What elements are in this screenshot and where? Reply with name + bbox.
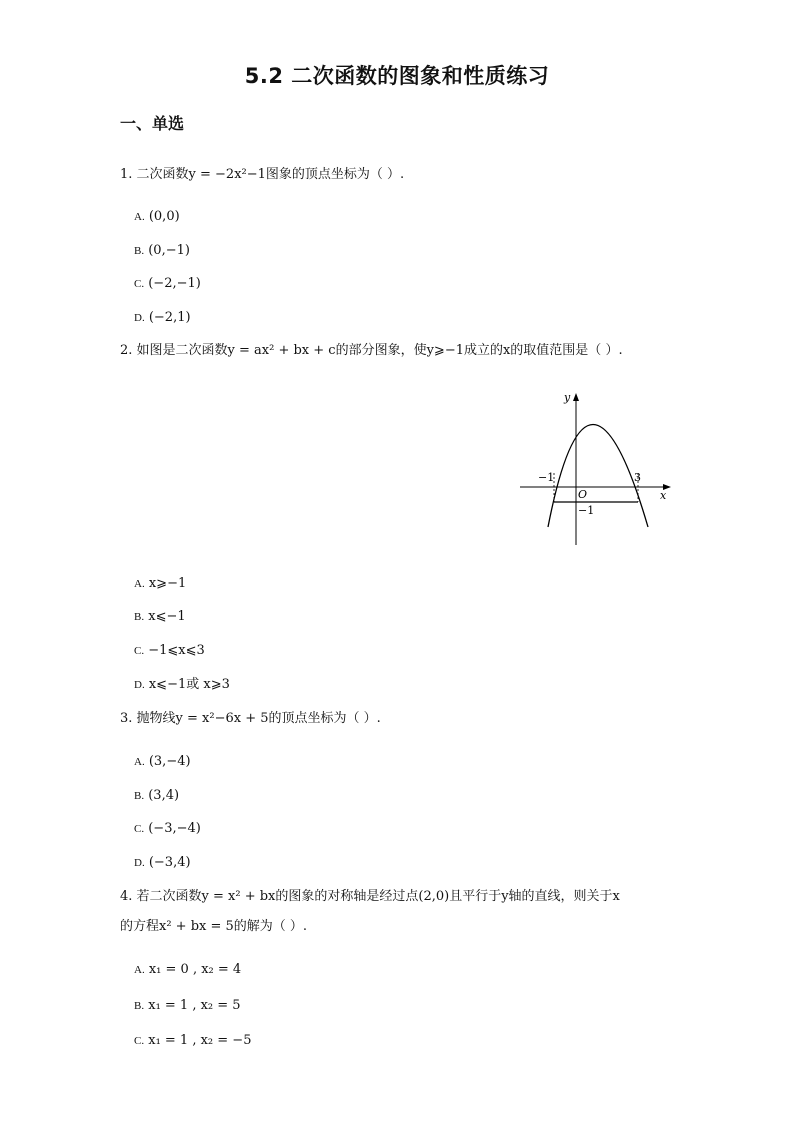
option-text: (−2,−1) (148, 276, 201, 291)
y-axis-arrow (573, 393, 579, 401)
option-letter: B. (134, 611, 145, 623)
option-letter: D. (134, 312, 145, 324)
q1-option-d (134, 308, 191, 328)
question-3-stem: 3. 抛物线y = x²−6x + 5的顶点坐标为（ ）. (120, 711, 381, 726)
option-letter: B. (134, 245, 145, 257)
option-letter: A. (134, 756, 145, 768)
q3-option-b (134, 786, 179, 806)
option-text: x⩾−1 (148, 576, 187, 591)
option-text: (−2,1) (148, 310, 191, 325)
option-text: (0,0) (148, 209, 180, 224)
q2-option-a (134, 574, 186, 594)
option-letter: A. (134, 578, 145, 590)
option-text: (−3,4) (148, 855, 191, 870)
option-text: (3,4) (148, 788, 180, 803)
option-text: x⩽−1或 x⩾3 (148, 677, 230, 692)
option-text: x₁ = 1 , x₂ = −5 (148, 1033, 252, 1048)
option-text: x⩽−1 (148, 609, 186, 624)
q1-option-b (134, 241, 190, 261)
option-letter: D. (134, 857, 145, 869)
option-letter: C. (134, 278, 145, 290)
q4-option-b (134, 996, 241, 1016)
option-text: x₁ = 0 , x₂ = 4 (148, 962, 242, 977)
question-1-stem: 1. 二次函数y = −2x²−1图象的顶点坐标为（ ）. (120, 167, 405, 182)
right-root-label: 3 (634, 471, 641, 484)
left-root-label: −1 (538, 471, 555, 484)
y-axis-label: y (564, 391, 571, 404)
option-letter: D. (134, 679, 145, 691)
section-heading: 一、单选 (120, 114, 185, 133)
parabola-figure (512, 385, 676, 550)
parabola-curve (548, 425, 648, 528)
option-text: (3,−4) (148, 754, 191, 769)
question-4-stem-line-1: 4. 若二次函数y = x² + bx的图象的对称轴是经过点(2,0)且平行于y轴的直线，则关于x (120, 889, 620, 904)
option-letter: C. (134, 645, 145, 657)
option-letter: B. (134, 1000, 145, 1012)
question-4-stem-line-2: 的方程x² + bx = 5的解为（ ）. (120, 919, 308, 934)
option-letter: B. (134, 790, 145, 802)
option-letter: A. (134, 964, 145, 976)
option-text: (−3,−4) (148, 821, 201, 836)
option-text: (0,−1) (148, 243, 190, 258)
q2-option-b (134, 607, 186, 627)
q3-option-d (134, 853, 191, 873)
q2-option-d (134, 675, 230, 695)
q3-option-a (134, 752, 191, 772)
option-text: −1⩽x⩽3 (148, 643, 205, 658)
option-letter: C. (134, 823, 145, 835)
origin-label: O (578, 488, 588, 501)
question-2-stem: 2. 如图是二次函数y = ax² + bx + c的部分图象，使y⩾−1成立的x的取值范围是（ ）. (120, 343, 623, 358)
option-letter: A. (134, 211, 145, 223)
q4-option-a (134, 960, 241, 980)
q3-option-c (134, 819, 201, 839)
q4-option-c (134, 1031, 251, 1051)
page-title: 5.2 二次函数的图象和性质练习 (244, 64, 550, 88)
q1-option-c (134, 274, 201, 294)
x-axis-label: x (660, 489, 667, 502)
option-text: x₁ = 1 , x₂ = 5 (148, 998, 241, 1013)
q2-option-c (134, 641, 205, 661)
option-letter: C. (134, 1035, 145, 1047)
q1-option-a (134, 207, 180, 227)
y-level-label: −1 (578, 504, 595, 517)
